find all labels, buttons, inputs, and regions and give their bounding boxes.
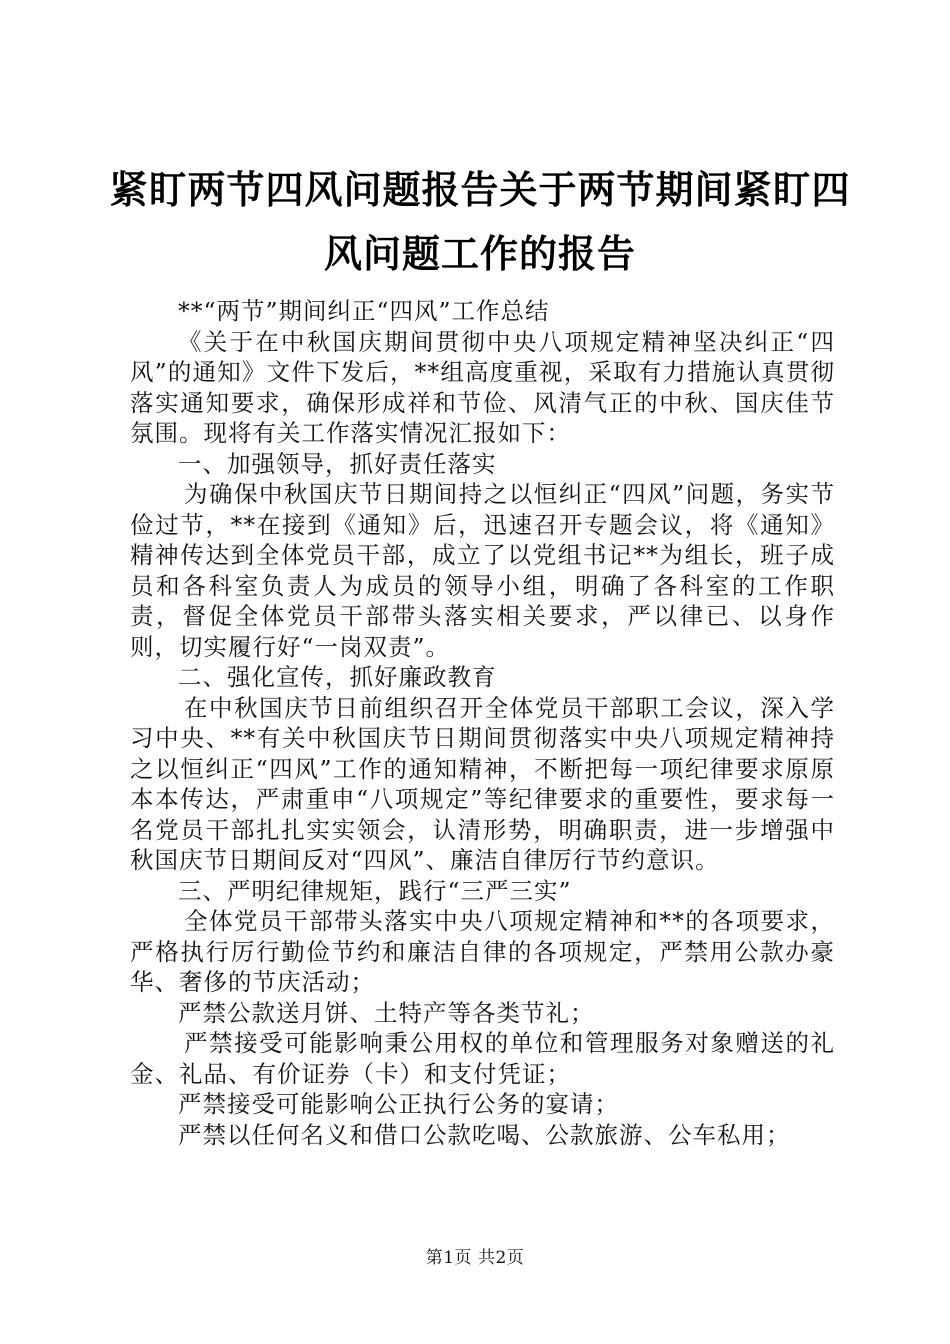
document-body bbox=[130, 296, 835, 1150]
section-heading-2: 二、强化宣传，抓好廉政教育 bbox=[178, 663, 497, 691]
rule-item-1: 严禁公款送月饼、土特产等各类节礼； bbox=[178, 998, 595, 1027]
rule-item-2: 严禁接受可能影响秉公用权的单位和管理服务对象赠送的礼金、礼品、有价证券（卡）和支付凭证； bbox=[130, 1029, 835, 1088]
subtitle-line: **“两节”期间纠正“四风”工作总结 bbox=[178, 297, 550, 325]
document-title: 紧盯两节四风问题报告关于两节期间紧盯四风问题工作的报告 bbox=[109, 167, 851, 276]
rule-item-4: 严禁以任何名义和借口公款吃喝、公款旅游、公车私用； bbox=[178, 1120, 791, 1149]
intro-paragraph: 《关于在中秋国庆期间贯彻中央八项规定精神坚决纠正“四风”的通知》文件下发后，**组高度重视，采取有力措施认真贯彻落实通知要求，确保形成祥和节俭、风清气正的中秋、国庆佳节氛围。现将有关工作落实情况汇报如下： bbox=[130, 327, 835, 447]
section-heading-1: 一、加强领导，抓好责任落实 bbox=[178, 449, 497, 478]
section-paragraph-2: 在中秋国庆节日前组织召开全体党员干部职工会议，深入学习中央、**有关中秋国庆节日期间贯彻落实中央八项规定精神持之以恒纠正“四风”工作的通知精神，不断把每一项纪律要求原原本本传达，严肃重申“八项规定”等纪律要求的重要性，要求每一名党员干部扎扎实实领会，认清形势，明确职责，进一步增强中秋国庆节日期间反对“四风”、廉洁自律厉行节约意识。 bbox=[130, 693, 835, 874]
section-paragraph-3: 全体党员干部带头落实中央八项规定精神和**的各项要求，严格执行厉行勤俭节约和廉洁自律的各项规定，严禁用公款办豪华、奢侈的节庆活动； bbox=[130, 907, 835, 996]
page-footer: 第1页 共2页 bbox=[425, 1248, 525, 1268]
section-paragraph-1: 为确保中秋国庆节日期间持之以恒纠正“四风”问题，务实节俭过节，**在接到《通知》后，迅速召开专题会议，将《通知》精神传达到全体党员干部，成立了以党组书记**为组长，班子成员和各科室负责人为成员的领导小组，明确了各科室的工作职责，督促全体党员干部带头落实相关要求，严以律已、以身作则，切实履行好“一岗双责”。 bbox=[130, 480, 835, 661]
section-heading-3: 三、严明纪律规矩，践行“三严三实” bbox=[178, 876, 572, 905]
rule-item-3: 严禁接受可能影响公正执行公务的宴请； bbox=[178, 1090, 619, 1118]
